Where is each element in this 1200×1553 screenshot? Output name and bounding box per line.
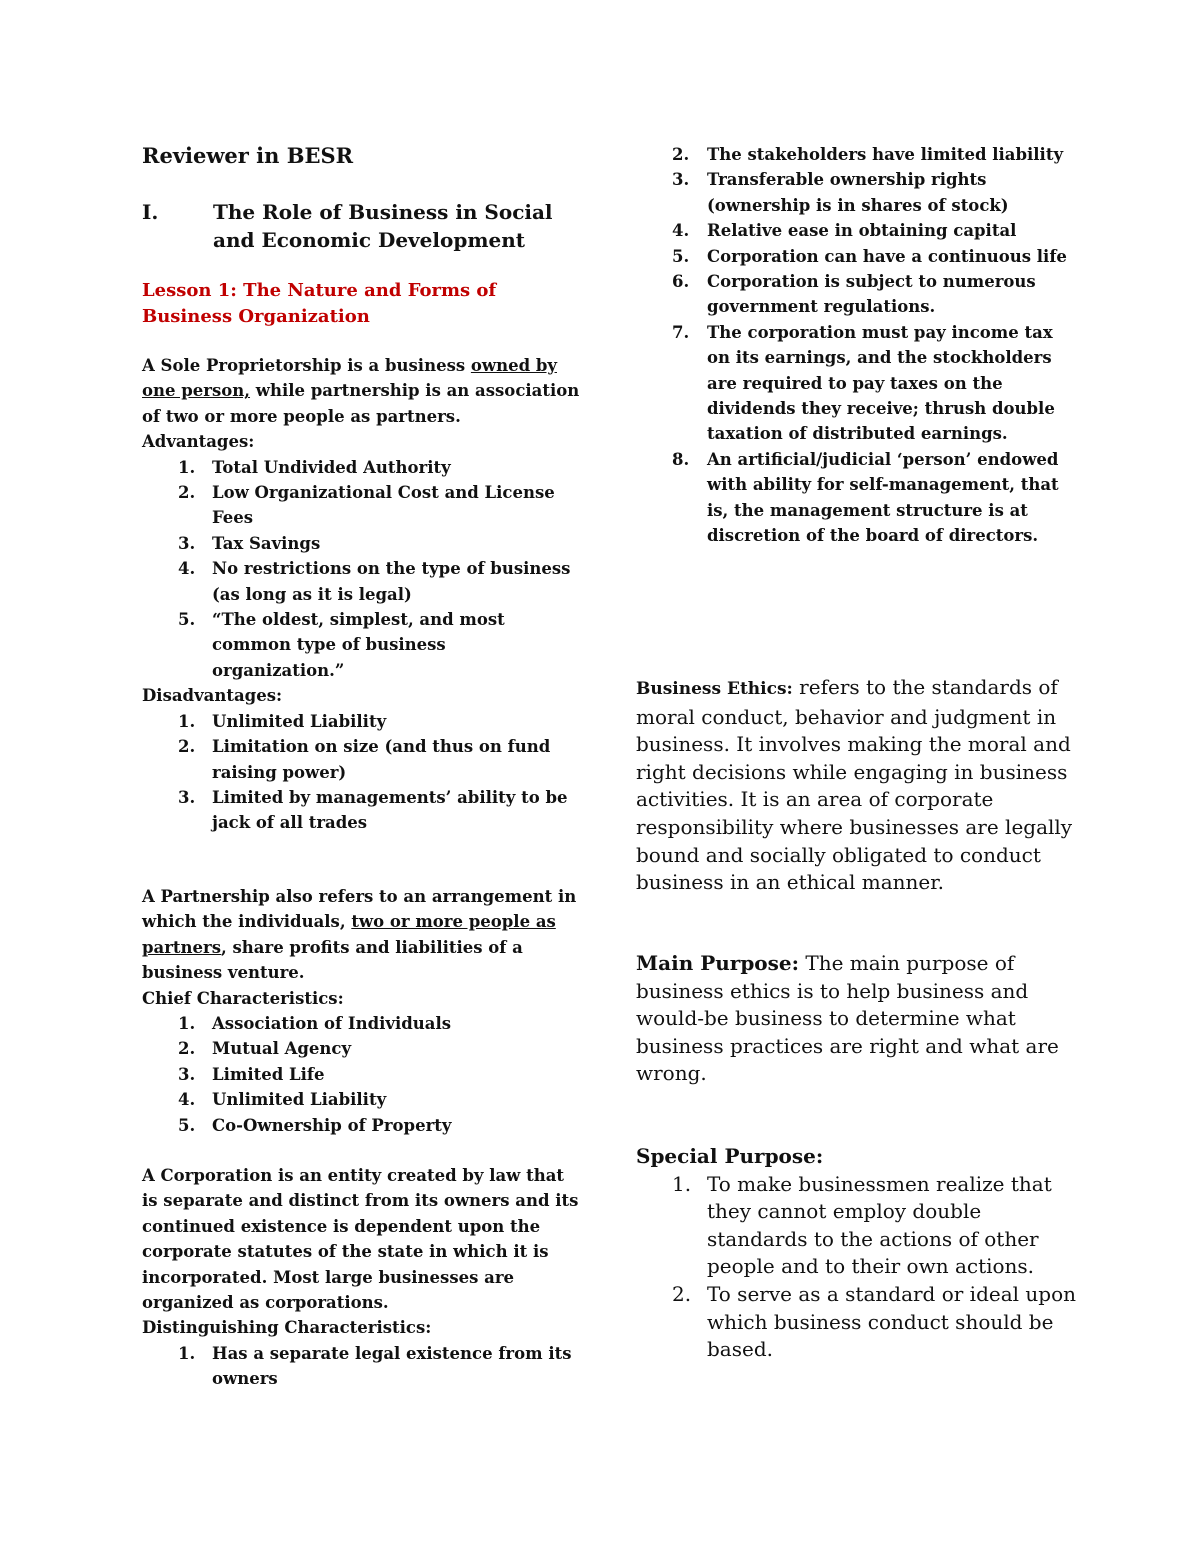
disadvantages-list (142, 709, 582, 836)
business-ethics-paragraph (636, 674, 1076, 897)
disadvantage-1: Unlimited Liability (212, 711, 387, 731)
sole-intro-b: is a business (341, 356, 471, 375)
business-ethics-label: Business Ethics: (636, 679, 793, 699)
special-purpose-list (636, 1171, 1076, 1364)
section-title: The Role of Business in Social and Economic Development (213, 200, 553, 252)
list-item: 1. Total Undivided Authority (178, 457, 451, 477)
distinguishing-list-part1 (142, 1341, 582, 1392)
dist-8: An artificial/judicial ‘person’ endowed with ability for self-management, that is, the management structure is at discretion of the board of directors. (707, 449, 1059, 546)
partnership-block (142, 884, 582, 1138)
section-number: I. (142, 200, 159, 224)
sole-proprietorship-block (142, 353, 582, 836)
document-title: Reviewer in BESR (142, 143, 354, 168)
list-item: 8. An artificial/judicial ‘person’ endowed with ability for self-management, that is, the management structure is at discretion of the board of directors. (672, 449, 1059, 546)
chief-characteristics-list (142, 1011, 582, 1138)
list-item: 3. Transferable ownership rights (ownership is in shares of stock) (672, 170, 1009, 215)
chief-2: Mutual Agency (212, 1039, 352, 1059)
list-item: 2. Limitation on size (and thus on fund raising power) (178, 737, 551, 782)
main-purpose-label: Main Purpose: (636, 951, 800, 975)
sole-intro-c: while partnership is an association of two or more people as partners. (142, 381, 580, 426)
list-item: 3. Tax Savings (178, 533, 321, 553)
lesson-heading: Lesson 1: The Nature and Forms of Business Organization (142, 280, 497, 327)
main-purpose-paragraph (636, 950, 1076, 1088)
dist-4: Relative ease in obtaining capital (707, 221, 1017, 241)
dist-7: The corporation must pay income tax on its earnings, and the stockholders are required to pay taxes on the dividends they receive; thrush double taxation of distributed earnings. (707, 322, 1055, 444)
disadvantages-label: Disadvantages: (142, 686, 283, 706)
distinguishing-list-part2 (636, 142, 1076, 549)
partnership-term: Partnership (160, 887, 270, 906)
list-item: 5. Corporation can have a continuous life (672, 246, 1067, 266)
advantage-3: Tax Savings (212, 533, 321, 553)
partnership-underlined: two or more people as partners (142, 912, 556, 957)
special-purpose-2: To serve as a standard or ideal upon which business conduct should be based. (707, 1281, 1076, 1362)
chief-5: Co-Ownership of Property (212, 1115, 452, 1135)
list-item: 1. Has a separate legal existence from its owners (178, 1343, 572, 1389)
special-purpose-block (636, 1143, 1076, 1364)
corporation-block (142, 1163, 582, 1392)
sole-term: Sole Proprietorship (160, 356, 342, 375)
list-item: 2. To serve as a standard or ideal upon which business conduct should be based. (672, 1281, 1076, 1362)
list-item: 1. Association of Individuals (178, 1014, 452, 1034)
business-ethics-text: refers to the standards of moral conduct, behavior and judgment in business. It involves making the moral and right decisions while engaging in business activities. It is an area of corporate responsibility where businesses are legally bound and socially obligated to conduct business in an ethical manner. (636, 675, 1073, 895)
special-purpose-label: Special Purpose: (636, 1144, 824, 1168)
main-purpose-text: The main purpose of business ethics is to help business and would-be business to determine what business practices are right and what are wrong. (636, 951, 1059, 1086)
partnership-intro-c: , share profits and liabilities of a business venture. (142, 937, 523, 983)
sole-underlined: owned by one person, (142, 356, 557, 401)
sole-intro (142, 353, 582, 429)
dist-1: Has a separate legal existence from its owners (212, 1343, 572, 1389)
sole-intro-a: A (142, 356, 161, 375)
list-item: 4. Relative ease in obtaining capital (672, 221, 1017, 241)
advantages-label: Advantages: (142, 432, 255, 452)
advantages-list (142, 455, 582, 684)
distinguishing-label: Distinguishing Characteristics: (142, 1318, 432, 1338)
advantage-2: Low Organizational Cost and License Fees (212, 483, 555, 528)
dist-2: The stakeholders have limited liability (707, 145, 1064, 164)
list-item: 4. Unlimited Liability (178, 1090, 387, 1110)
corporation-intro-a: A (142, 1166, 161, 1185)
list-item: 2. Low Organizational Cost and License Fees (178, 483, 555, 528)
dist-6: Corporation is subject to numerous government regulations. (707, 272, 1036, 317)
partnership-intro-a: A (142, 887, 161, 906)
section-heading (142, 198, 582, 254)
advantage-1: Total Undivided Authority (212, 457, 451, 477)
disadvantage-3: Limited by managements’ ability to be jack of all trades (212, 787, 568, 833)
corporation-intro (142, 1163, 582, 1315)
list-item: 1. Unlimited Liability (178, 711, 387, 731)
list-item: 2. Mutual Agency (178, 1039, 352, 1059)
list-item: 2. The stakeholders have limited liability (672, 145, 1064, 164)
dist-3: Transferable ownership rights (ownership is in shares of stock) (707, 170, 1009, 215)
list-item: 6. Corporation is subject to numerous government regulations. (672, 272, 1036, 317)
corporation-intro-b: is an entity created by law that is separate and distinct from its owners and its continued existence is dependent upon the corporate statutes of the state in which it is incorporated. Most large businesses are organized as corporations. (142, 1166, 579, 1313)
disadvantage-2: Limitation on size (and thus on fund raising power) (212, 737, 551, 782)
chief-characteristics-label: Chief Characteristics: (142, 988, 344, 1008)
partnership-intro-b: also refers to an arrangement in which the individuals, (142, 887, 577, 932)
list-item: 3. Limited by managements’ ability to be jack of all trades (178, 787, 568, 833)
chief-3: Limited Life (212, 1064, 325, 1084)
distinguishing-continued (636, 142, 1076, 549)
advantage-5: “The oldest, simplest, and most common type of business organization.” (212, 610, 505, 680)
list-item: 4. No restrictions on the type of business (as long as it is legal) (178, 559, 571, 604)
list-item: 7. The corporation must pay income tax on its earnings, and the stockholders are required to pay taxes on the dividends they receive; thrush double taxation of distributed earnings. (672, 322, 1055, 444)
corporation-term: Corporation (160, 1166, 273, 1185)
list-item: 5. “The oldest, simplest, and most common type of business organization.” (178, 610, 505, 680)
list-item: 3. Limited Life (178, 1064, 325, 1084)
chief-4: Unlimited Liability (212, 1090, 387, 1110)
list-item: 1. To make businessmen realize that they cannot employ double standards to the actions of other people and to their own actions. (672, 1171, 1052, 1279)
list-item: 5. Co-Ownership of Property (178, 1115, 452, 1135)
partnership-intro (142, 884, 582, 986)
chief-1: Association of Individuals (212, 1014, 452, 1034)
advantage-4: No restrictions on the type of business (as long as it is legal) (212, 559, 571, 604)
special-purpose-1: To make businessmen realize that they cannot employ double standards to the actions of other people and to their own actions. (707, 1171, 1052, 1279)
dist-5: Corporation can have a continuous life (707, 246, 1067, 266)
